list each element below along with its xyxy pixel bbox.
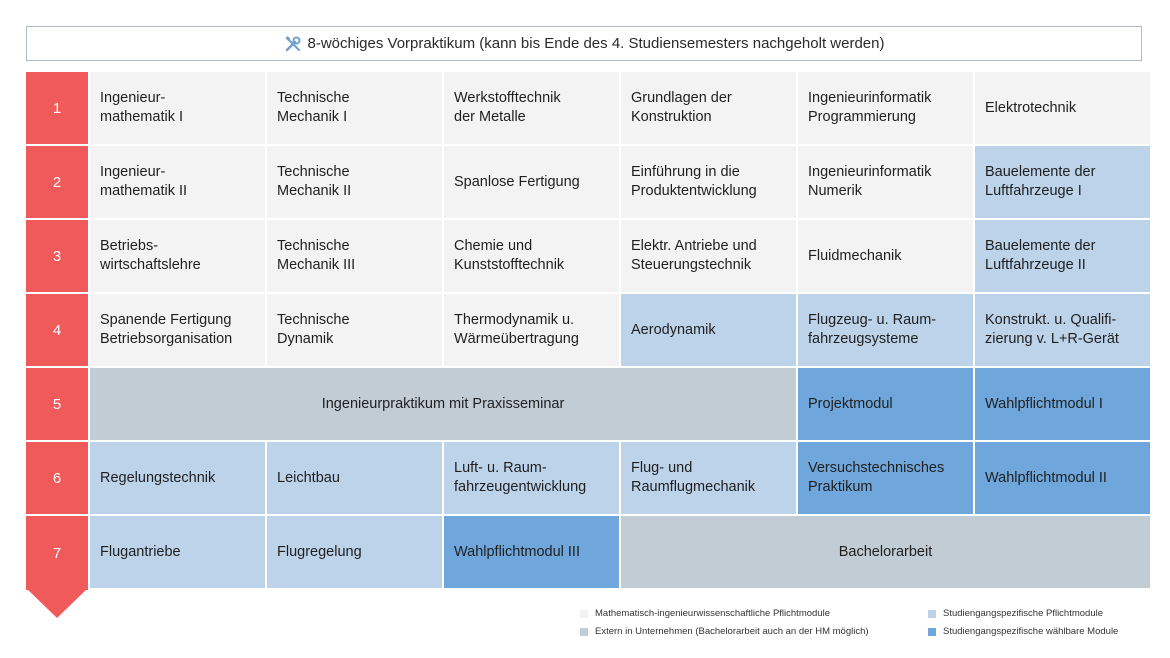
legend-label: Studiengangspezifische Pflichtmodule — [943, 608, 1104, 619]
module-cell: Flug- und Raumflugmechanik — [621, 442, 796, 514]
module-cell: Elektrotechnik — [975, 72, 1150, 144]
legend-swatch — [928, 610, 936, 618]
module-cell: Technische Dynamik — [267, 294, 442, 366]
module-cell: Projektmodul — [798, 368, 973, 440]
module-cell: Flugregelung — [267, 516, 442, 588]
legend-swatch — [580, 628, 588, 636]
semester-arrow-tip — [26, 588, 88, 618]
module-cell: Technische Mechanik III — [267, 220, 442, 292]
module-cell: Chemie und Kunststofftechnik — [444, 220, 619, 292]
module-cell: Ingenieur- mathematik I — [90, 72, 265, 144]
semester-label: 5 — [26, 368, 88, 440]
module-cell: Einführung in die Produktentwicklung — [621, 146, 796, 218]
legend-label: Studiengangspezifische wählbare Module — [943, 626, 1119, 637]
module-cell: Werkstofftechnik der Metalle — [444, 72, 619, 144]
module-cell: Bauelemente der Luftfahrzeuge I — [975, 146, 1150, 218]
module-cell: Flugzeug- u. Raum- fahrzeugsysteme — [798, 294, 973, 366]
legend-label: Mathematisch-ingenieurwissenschaftliche Pflichtmodule — [595, 608, 830, 619]
module-cell: Ingenieurpraktikum mit Praxisseminar — [90, 368, 796, 440]
tools-icon — [284, 35, 302, 53]
module-cell: Grundlagen der Konstruktion — [621, 72, 796, 144]
module-cell: Thermodynamik u. Wärmeübertragung — [444, 294, 619, 366]
module-cell: Ingenieur- mathematik II — [90, 146, 265, 218]
semester-label: 6 — [26, 442, 88, 514]
module-cell: Aerodynamik — [621, 294, 796, 366]
module-cell: Elektr. Antriebe und Steuerungstechnik — [621, 220, 796, 292]
module-cell: Regelungstechnik — [90, 442, 265, 514]
module-cell: Luft- u. Raum- fahrzeugentwicklung — [444, 442, 619, 514]
module-cell: Konstrukt. u. Qualifi- zierung v. L+R-Gerät — [975, 294, 1150, 366]
semester-label: 4 — [26, 294, 88, 366]
legend-label: Extern in Unternehmen (Bachelorarbeit auch an der HM möglich) — [595, 626, 869, 637]
legend-swatch — [928, 628, 936, 636]
module-cell: Leichtbau — [267, 442, 442, 514]
module-cell: Ingenieurinformatik Programmierung — [798, 72, 973, 144]
legend-item — [580, 608, 830, 619]
module-cell: Technische Mechanik I — [267, 72, 442, 144]
legend-item — [928, 608, 1103, 619]
module-cell: Technische Mechanik II — [267, 146, 442, 218]
legend-item — [580, 626, 869, 637]
semester-label: 2 — [26, 146, 88, 218]
module-cell: Flugantriebe — [90, 516, 265, 588]
module-cell: Bachelorarbeit — [621, 516, 1150, 588]
module-cell: Spanende Fertigung Betriebsorganisation — [90, 294, 265, 366]
module-cell: Spanlose Fertigung — [444, 146, 619, 218]
module-cell: Ingenieurinformatik Numerik — [798, 146, 973, 218]
module-cell: Wahlpflichtmodul I — [975, 368, 1150, 440]
legend-item — [928, 626, 1118, 637]
legend-swatch — [580, 610, 588, 618]
module-cell: Wahlpflichtmodul III — [444, 516, 619, 588]
semester-label: 1 — [26, 72, 88, 144]
banner-text: 8-wöchiges Vorpraktikum (kann bis Ende des 4. Studiensemesters nachgeholt werden) — [307, 35, 885, 52]
module-cell: Versuchstechnisches Praktikum — [798, 442, 973, 514]
module-cell: Wahlpflichtmodul II — [975, 442, 1150, 514]
module-cell: Bauelemente der Luftfahrzeuge II — [975, 220, 1150, 292]
module-cell: Betriebs- wirtschaftslehre — [90, 220, 265, 292]
semester-label: 3 — [26, 220, 88, 292]
module-cell: Fluidmechanik — [798, 220, 973, 292]
semester-label: 7 — [26, 516, 88, 590]
vorpraktikum-banner — [26, 26, 1142, 61]
